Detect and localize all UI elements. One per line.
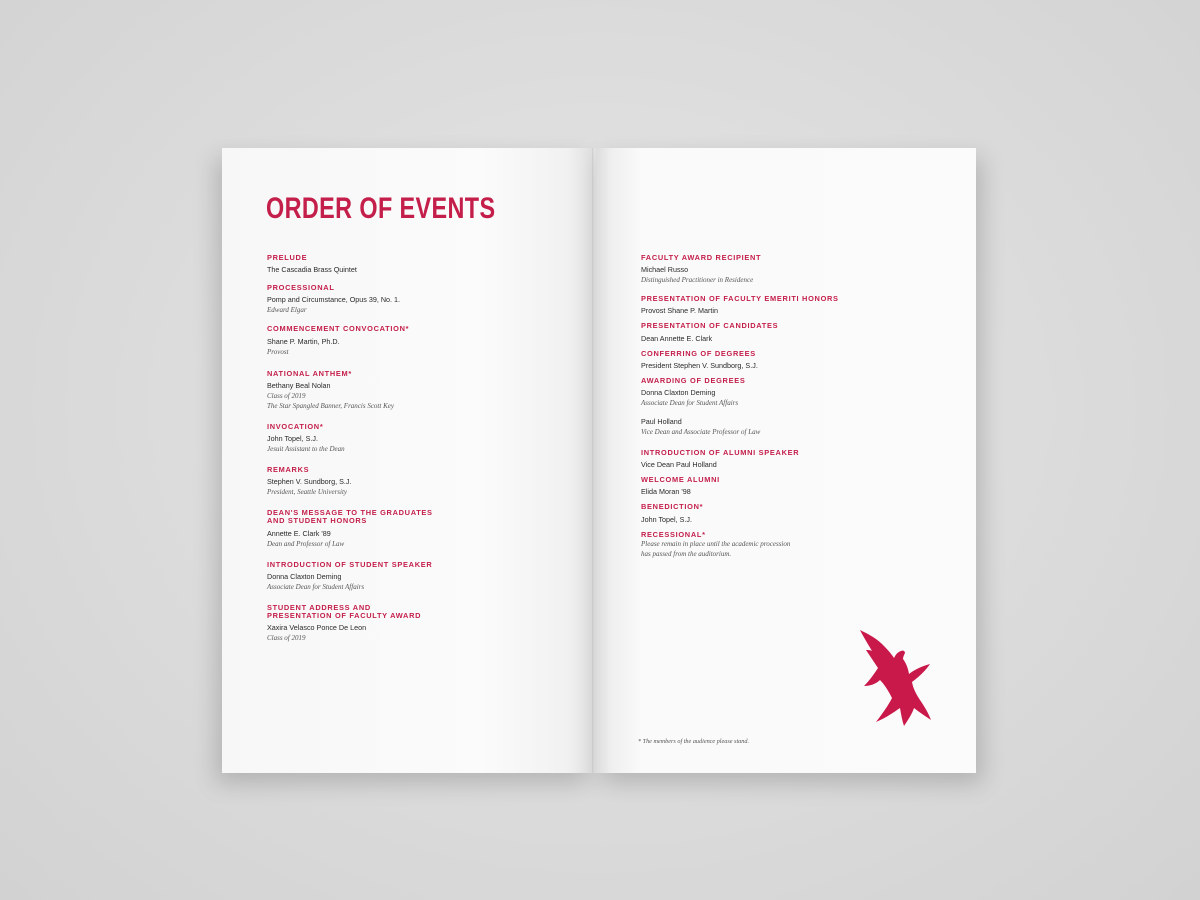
event-name: John Topel, S.J. [641, 514, 693, 524]
event-role: Associate Dean for Student Affairs [267, 582, 365, 591]
event-item [641, 503, 941, 524]
event-heading: COMMENCEMENT CONVOCATION* [267, 324, 410, 334]
event-name: Donna Claxton Deming [641, 388, 716, 398]
hawk-silhouette-icon [854, 628, 934, 732]
event-heading: WELCOME ALUMNI [641, 475, 720, 485]
event-item [641, 531, 941, 559]
event-heading: RECESSIONAL* [641, 529, 706, 539]
event-name: Elida Moran '98 [641, 487, 691, 497]
event-role: Dean and Professor of Law [267, 539, 345, 548]
event-heading: REMARKS [267, 465, 310, 475]
event-role: The Star Spangled Banner, Francis Scott Key [267, 401, 394, 410]
event-role: Edward Elgar [267, 306, 307, 315]
event-role: Class of 2019 [267, 391, 306, 400]
event-role: has passed from the auditorium. [641, 549, 732, 558]
event-role: President, Seattle University [267, 488, 348, 497]
event-item [267, 509, 567, 548]
event-item [267, 254, 567, 275]
event-item [641, 322, 941, 343]
event-item [641, 254, 941, 285]
event-heading: PROCESSIONAL [267, 283, 335, 293]
left-events-list [267, 254, 567, 643]
event-role: Provost [267, 347, 289, 356]
event-name: Donna Claxton Deming [267, 571, 342, 581]
event-name: Annette E. Clark '89 [267, 528, 331, 538]
event-name: Xaxira Velasco Ponce De Leon [267, 623, 367, 633]
event-name: Bethany Beal Nolan [267, 380, 331, 390]
right-page [596, 148, 976, 773]
event-role: Jesuit Assistant to the Dean [267, 445, 345, 454]
event-name: Stephen V. Sundborg, S.J. [267, 477, 352, 487]
event-item [267, 561, 567, 592]
event-item [641, 476, 941, 497]
event-name: Paul Holland [641, 417, 682, 427]
event-heading: STUDENT ADDRESS AND PRESENTATION OF FACULTY AWARD [267, 602, 422, 621]
event-heading: BENEDICTION* [641, 502, 704, 512]
event-role: Distinguished Practitioner in Residence [641, 276, 754, 285]
event-name: President Stephen V. Sundborg, S.J. [641, 360, 758, 370]
event-item [267, 325, 567, 356]
event-item [641, 449, 941, 470]
event-role: Class of 2019 [267, 634, 306, 643]
event-name: John Topel, S.J. [267, 434, 319, 444]
event-name: Pomp and Circumstance, Opus 39, No. 1. [267, 295, 401, 305]
event-item [267, 466, 567, 497]
event-heading: DEAN'S MESSAGE TO THE GRADUATES AND STUDENT HONORS [267, 508, 433, 526]
event-item [267, 284, 567, 315]
event-heading: INTRODUCTION OF STUDENT SPEAKER [267, 559, 433, 569]
right-events-list [641, 254, 941, 559]
event-item [267, 604, 567, 643]
event-heading: INVOCATION* [267, 421, 324, 431]
event-name: Shane P. Martin, Ph.D. [267, 336, 340, 346]
event-name: Provost Shane P. Martin [641, 306, 718, 316]
footnote: * The members of the audience please stand. [638, 738, 750, 745]
event-heading: CONFERRING OF DEGREES [641, 348, 756, 358]
event-heading: INTRODUCTION OF ALUMNI SPEAKER [641, 448, 800, 458]
event-item [267, 423, 567, 454]
event-heading: PRELUDE [267, 253, 308, 262]
event-item [267, 370, 567, 411]
event-name: The Cascadia Brass Quintet [267, 265, 357, 275]
event-item [641, 377, 941, 437]
event-heading: FACULTY AWARD RECIPIENT [641, 253, 762, 262]
event-role: Associate Dean for Student Affairs [641, 399, 739, 408]
event-role: Please remain in place until the academic procession [641, 539, 791, 548]
event-name: Dean Annette E. Clark [641, 333, 713, 343]
event-name: Michael Russo [641, 265, 689, 275]
event-role: Vice Dean and Associate Professor of Law [641, 428, 761, 437]
event-name: Vice Dean Paul Holland [641, 460, 717, 470]
left-page [222, 148, 594, 773]
event-heading: AWARDING OF DEGREES [641, 375, 746, 385]
event-heading: PRESENTATION OF FACULTY EMERITI HONORS [641, 294, 839, 304]
page-title: ORDER OF EVENTS [266, 192, 496, 225]
event-heading: PRESENTATION OF CANDIDATES [641, 321, 779, 331]
event-item [641, 350, 941, 371]
event-item [641, 295, 941, 316]
event-heading: NATIONAL ANTHEM* [267, 368, 352, 378]
